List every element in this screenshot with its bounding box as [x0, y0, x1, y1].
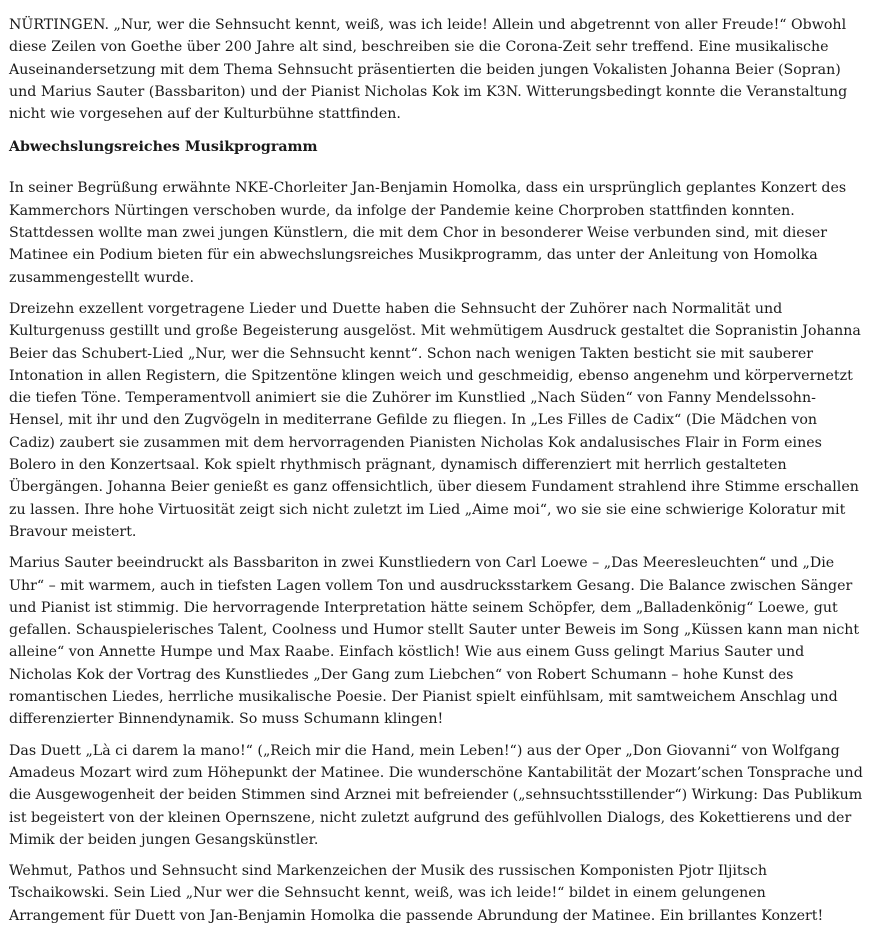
article-paragraph-closing: Wehmut, Pathos und Sehnsucht sind Markenzeichen der Musik des russischen Komponisten Pjotr Iljitsch Tschaikowski. Sein Lied „Nur wer die Sehnsucht kennt, weiß, was ich leide!“ bildet in einem gelungenen Arrangement für Duett von Jan-Benjamin Homolka die passende Abrundung der Matinee. Ein brillantes Konzert! [9, 863, 824, 924]
article-paragraph-duet: Das Duett „Là ci darem la mano!“ („Reich mir die Hand, mein Leben!“) aus der Oper „Don Giovanni“ von Wolfgang Amadeus Mozart wird zum Höhepunkt der Matinee. Die wunderschöne Kantabilität der Mozart’schen Tonsprache und die Ausgewogenheit der beiden Stimmen sind Arznei mit befreiender („sehnsuchtsstillender“) Wirkung: Das Publikum ist begeistert von der kleinen Opernszene, nicht zuletzt aufgrund des gefühlvollen Dialogs, des Kokettierens und der Mimik der beiden jungen Gesangskünstler. [9, 742, 863, 848]
article-intro-paragraph: NÜRTINGEN. „Nur, wer die Sehnsucht kennt, weiß, was ich leide! Allein und abgetrennt von aller Freude!“ Obwohl diese Zeilen von Goethe über 200 Jahre alt sind, beschreiben sie die Corona-Zeit sehr treffend. Eine musikalische Auseinandersetzung mit dem Thema Sehnsucht präsentierten die beiden jungen Vokalisten Johanna Beier (Sopran) und Marius Sauter (Bassbariton) und der Pianist Nicholas Kok im K3N. Witterungsbedingt konnte die Veranstaltung nicht wie vorgesehen auf der Kulturbühne stattfinden. [9, 17, 848, 123]
article-paragraph-bassbariton: Marius Sauter beeindruckt als Bassbariton in zwei Kunstliedern von Carl Loewe – „Das Meeresleuchten“ und „Die Uhr“ – mit warmem, auch in tiefsten Lagen vollem Ton und ausdrucksstarkem Gesang. Die Balance zwischen Sänger und Pianist ist stimmig. Die hervorragende Interpretation hätte seinem Schöpfer, dem „Balladenkönig“ Loewe, gut gefallen. Schauspielerisches Talent, Coolness und Humor stellt Sauter unter Beweis im Song „Küssen kann man nicht alleine“ von Annette Humpe und Max Raabe. Einfach köstlich! Wie aus einem Guss gelingt Marius Sauter und Nicholas Kok der Vortrag des Kunstliedes „Der Gang zum Liebchen“ von Robert Schumann – hohe Kunst des romantischen Liedes, herrliche musikalische Poesie. Der Pianist spielt einfühlsam, mit samtweichem Anschlag und differenzierter Binnendynamik. So muss Schumann klingen! [9, 555, 860, 728]
article-subheading: Abwechslungsreiches Musikprogramm [9, 139, 318, 156]
article-paragraph-soprano: Dreizehn exzellent vorgetragene Lieder und Duette haben die Sehnsucht der Zuhörer nach Normalität und Kulturgenuss gestillt und große Begeisterung ausgelöst. Mit wehmütigem Ausdruck gestaltet die Sopranistin Johanna Beier das Schubert-Lied „Nur, wer die Sehnsucht kennt“. Schon nach wenigen Takten besticht sie mit sauberer Intonation in allen Registern, die Spitzentöne klingen weich und geschmeidig, ebenso angenehm und körpervernetzt die tiefen Töne. Temperamentvoll animiert sie die Zuhörer im Kunstlied „Nach Süden“ von Fanny Mendelssohn-Hensel, mit ihr und den Zugvögeln in mediterrane Gefilde zu fliegen. In „Les Filles de Cadix“ (Die Mädchen von Cadiz) zaubert sie zusammen mit dem hervorragenden Pianisten Nicholas Kok andalusisches Flair in Form eines Bolero in den Konzertsaal. Kok spielt rhythmisch prägnant, dynamisch differenziert mit herrlich gestalteten Übergängen. Johanna Beier genießt es ganz offensichtlich, über diesem Fundament strahlend ihre Stimme erschallen zu lassen. Ihre hohe Virtuosität zeigt sich nicht zuletzt im Lied „Aime moi“, wo sie sie eine schwierige Koloratur mit Bravour meistert. [9, 300, 861, 540]
article-paragraph-greeting: In seiner Begrüßung erwähnte NKE-Chorleiter Jan-Benjamin Homolka, dass ein ursprünglich geplantes Konzert des Kammerchors Nürtingen verschoben wurde, da infolge der Pandemie keine Chorproben stattfinden konnten. Stattdessen wollte man zwei jungen Künstlern, die mit dem Chor in besonderer Weise verbunden sind, mit dieser Matinee ein Podium bieten für ein abwechslungsreiches Musikprogramm, das unter der Anleitung von Homolka zusammengestellt wurde. [9, 180, 847, 286]
